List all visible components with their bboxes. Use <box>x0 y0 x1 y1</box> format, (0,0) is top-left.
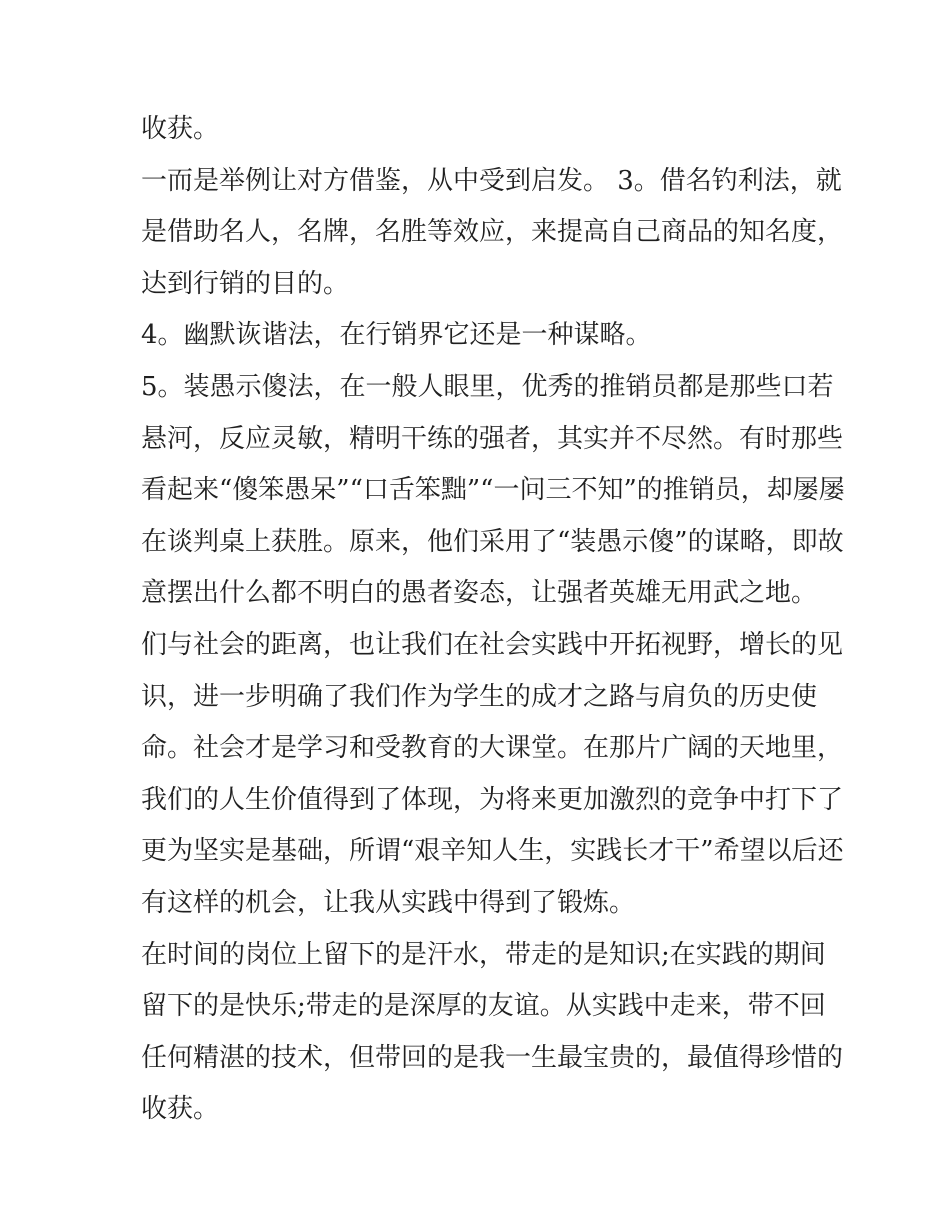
text-line: 是借助名人，名牌，名胜等效应，来提高自己商品的知名度， <box>141 217 844 248</box>
text-line: 更为坚实是基础，所谓“艰辛知人生，实践长才干”希望以后还 <box>141 836 844 867</box>
text-line: 5。装愚示傻法，在一般人眼里，优秀的推销员都是那些口若 <box>141 371 834 402</box>
text-line: 收获。 <box>141 1094 220 1125</box>
text-line: 达到行销的目的。 <box>141 268 350 299</box>
text-line: 悬河，反应灵敏，精明干练的强者，其实并不尽然。有时那些 <box>141 423 844 454</box>
text-line: 4。幽默诙谐法，在行销界它还是一种谋略。 <box>141 320 652 351</box>
text-line: 在时间的岗位上留下的是汗水，带走的是知识;在实践的期间 <box>141 939 826 970</box>
text-line: 我们的人生价值得到了体现，为将来更加激烈的竞争中打下了 <box>141 784 844 815</box>
text-line: 一而是举例让对方借鉴，从中受到启发。 3。借名钓利法，就 <box>141 165 842 196</box>
text-line: 们与社会的距离，也让我们在社会实践中开拓视野，增长的见 <box>141 629 844 660</box>
text-line: 任何精湛的技术，但带回的是我一生最宝贵的，最值得珍惜的 <box>141 1042 844 1073</box>
text-line: 有这样的机会，让我从实践中得到了锻炼。 <box>141 887 636 918</box>
text-line: 识，进一步明确了我们作为学生的成才之路与肩负的历史使 <box>141 681 818 712</box>
text-line: 命。社会才是学习和受教育的大课堂。在那片广阔的天地里， <box>141 733 844 764</box>
text-line: 看起来“傻笨愚呆”“口舌笨黜”“一问三不知”的推销员，却屡屡 <box>141 475 845 506</box>
text-line: 留下的是快乐;带走的是深厚的友谊。从实践中走来，带不回 <box>141 991 826 1022</box>
text-line: 意摆出什么都不明白的愚者姿态，让强者英雄无用武之地。 <box>141 578 818 609</box>
document-body <box>141 104 845 1136</box>
text-line: 在谈判桌上获胜。原来，他们采用了“装愚示傻”的谋略，即故 <box>141 526 844 557</box>
text-line: 收获。 <box>141 114 220 144</box>
